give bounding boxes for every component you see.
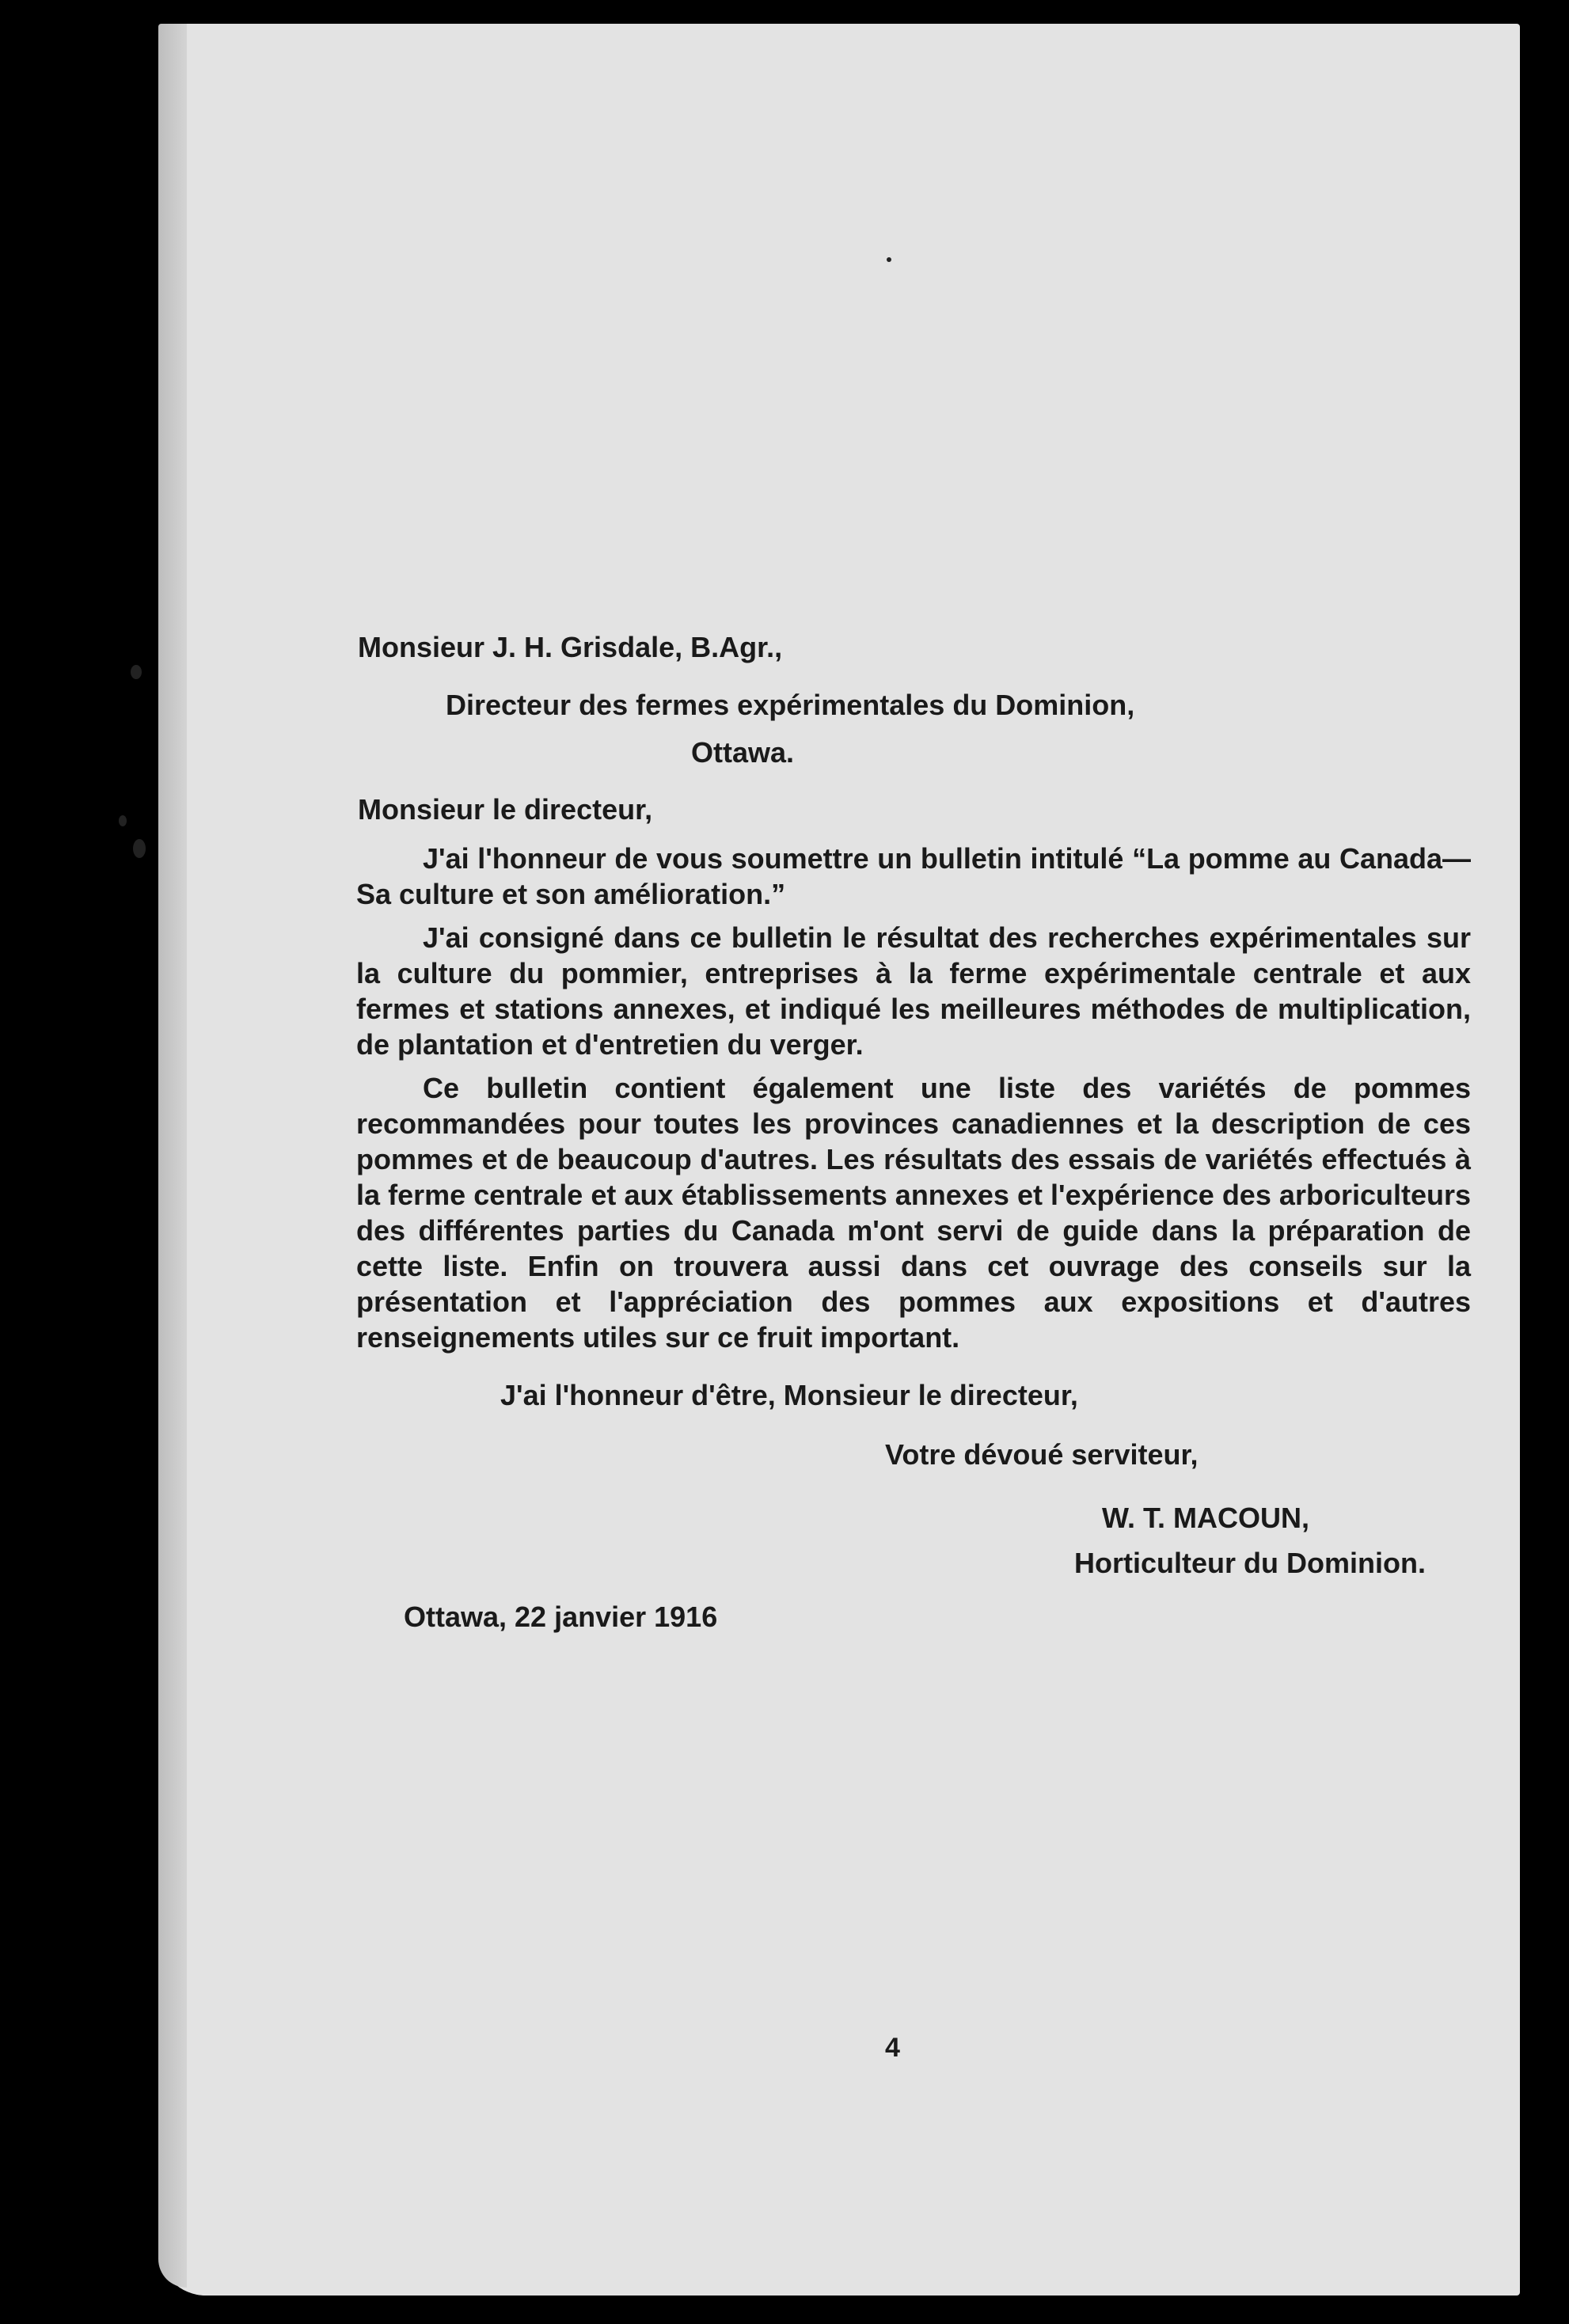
page-binding-edge [158,24,187,2288]
body-paragraph: J'ai l'honneur de vous soumettre un bulletin intitulé “La pomme au Canada—Sa culture et son amélioration.” [356,842,1471,910]
body-paragraph: J'ai consigné dans ce bulletin le résultat des recherches expérimentales sur la culture du pommier, entreprises à la ferme expérimentale centrale et aux fermes et stations annexes, et indiqué les meilleures méthodes de multiplication, de plantation et d'entretien du verger. [356,921,1471,1061]
signature-title: Horticulteur du Dominion. [1074,1547,1426,1579]
scan-speck [119,815,127,826]
dateline: Ottawa, 22 janvier 1916 [404,1601,718,1633]
scan-speck [131,665,142,679]
closing: J'ai l'honneur d'être, Monsieur le directeur, [500,1379,1078,1411]
scan-speck [887,257,891,262]
body-paragraph: Ce bulletin contient également une liste des variétés de pommes recommandées pour toutes les provinces canadiennes et la description de ces pommes et de beaucoup d'autres. Les résultats des essais de variétés effectués à la ferme centrale et aux établissements annexes et l'expérience des arboriculteurs des différentes parties du Canada m'ont servi de guide dans la préparation de cette liste. Enfin on trouvera aussi dans cet ouvrage des conseils sur la présentation et l'appréciation des pommes aux expositions et d'autres renseignements utiles sur ce fruit important. [356,1072,1471,1354]
addressee-city: Ottawa. [691,736,795,769]
valediction: Votre dévoué serviteur, [885,1438,1199,1471]
page-number: 4 [885,2033,900,2063]
salutation: Monsieur le directeur, [358,793,653,826]
addressee-name: Monsieur J. H. Grisdale, B.Agr., [358,631,783,663]
signature-name: W. T. MACOUN, [1102,1502,1309,1534]
scan-speck [133,839,146,858]
addressee-title: Directeur des fermes expérimentales du Dominion, [446,689,1135,721]
